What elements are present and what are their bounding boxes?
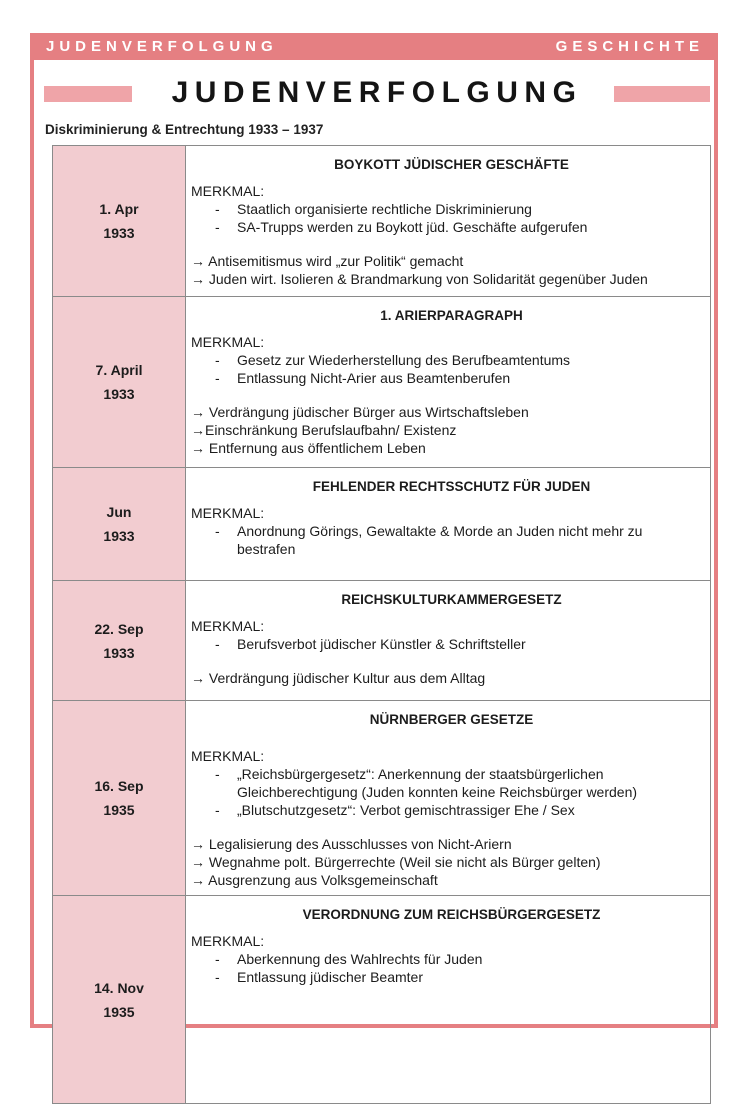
date-year: 1933	[103, 225, 135, 241]
date-cell	[53, 581, 186, 700]
bullet-item	[191, 218, 702, 236]
consequence-line: → Verdrängung jüdischer Kultur aus dem Alltag	[191, 670, 486, 686]
date-day: 1. Apr	[99, 201, 139, 217]
content-cell	[186, 896, 710, 1103]
page-subtitle: Diskriminierung & Entrechtung 1933 – 1937	[45, 122, 324, 137]
bullet-text: Staatlich organisierte rechtliche Diskriminierung	[237, 201, 532, 217]
date-day: 16. Sep	[94, 778, 144, 794]
date-year: 1935	[103, 802, 135, 818]
spacer	[191, 653, 702, 669]
event-heading: 1. ARIERPARAGRAPH	[380, 308, 523, 323]
bullet-dash: -	[215, 370, 220, 386]
header-subject: GESCHICHTE	[555, 38, 704, 55]
merkmal-label: MERKMAL:	[191, 748, 265, 764]
bullet-item	[191, 200, 702, 218]
consequence-line: →Einschränkung Berufslaufbahn/ Existenz	[191, 422, 457, 438]
page-header	[30, 33, 718, 60]
content-cell	[186, 146, 710, 296]
bullet-text: Anordnung Görings, Gewaltakte & Morde an Juden nicht mehr zu bestrafen	[237, 523, 643, 557]
bullet-item	[191, 968, 702, 986]
content-cell	[186, 701, 710, 895]
table-row	[53, 700, 710, 895]
bullet-item	[191, 765, 702, 801]
merkmal-label: MERKMAL:	[191, 933, 265, 949]
date-cell	[53, 468, 186, 580]
date-year: 1935	[103, 1003, 135, 1020]
spacer	[191, 737, 702, 747]
date-year: 1933	[103, 528, 135, 544]
spacer	[191, 387, 702, 403]
consequence-line: → Ausgrenzung aus Volksgemeinschaft	[191, 872, 438, 888]
date-cell	[53, 146, 186, 296]
bullet-text: Gesetz zur Wiederherstellung des Berufbeamtentums	[237, 352, 571, 368]
bullet-item	[191, 522, 702, 558]
date-cell	[53, 297, 186, 467]
header-topic: JUDENVERFOLGUNG	[46, 38, 278, 55]
bullet-dash: -	[215, 802, 220, 818]
bullet-item	[191, 801, 702, 819]
consequence-line: → Legalisierung des Ausschlusses von Nicht-Ariern	[191, 836, 512, 852]
date-cell	[53, 896, 186, 1103]
bullet-item	[191, 950, 702, 968]
bullet-dash: -	[215, 219, 220, 235]
bullet-dash: -	[215, 766, 220, 782]
merkmal-label: MERKMAL:	[191, 183, 265, 199]
consequence-line: → Antisemitismus wird „zur Politik“ gemacht	[191, 253, 464, 269]
bullet-text: „Blutschutzgesetz“: Verbot gemischtrassiger Ehe / Sex	[237, 802, 575, 818]
content-cell	[186, 468, 710, 580]
table-row	[53, 146, 710, 296]
bullet-dash: -	[215, 352, 220, 368]
merkmal-label: MERKMAL:	[191, 618, 265, 634]
bullet-text: Berufsverbot jüdischer Künstler & Schriftsteller	[237, 636, 526, 652]
bullet-text: SA-Trupps werden zu Boykott jüd. Geschäfte aufgerufen	[237, 219, 588, 235]
merkmal-label: MERKMAL:	[191, 505, 265, 521]
bullet-dash: -	[215, 969, 220, 985]
title-decor-right	[614, 86, 710, 102]
table-row	[53, 467, 710, 580]
event-heading: BOYKOTT JÜDISCHER GESCHÄFTE	[334, 157, 569, 172]
bullet-dash: -	[215, 636, 220, 652]
spacer	[191, 819, 702, 835]
bullet-item	[191, 635, 702, 653]
consequence-line: → Juden wirt. Isolieren & Brandmarkung von Solidarität gegenüber Juden	[191, 271, 648, 287]
bullet-text: Entlassung jüdischer Beamter	[237, 969, 423, 985]
date-day: 14. Nov	[94, 979, 144, 996]
consequence-line: → Verdrängung jüdischer Bürger aus Wirtschaftsleben	[191, 404, 529, 420]
consequence-line: → Wegnahme polt. Bürgerrechte (Weil sie nicht als Bürger gelten)	[191, 854, 601, 870]
bullet-item	[191, 369, 702, 387]
bullet-text: Aberkennung des Wahlrechts für Juden	[237, 951, 483, 967]
table-row	[53, 895, 710, 1103]
page-title: JUDENVERFOLGUNG	[171, 76, 583, 109]
date-day: 7. April	[95, 362, 143, 378]
event-heading: REICHSKULTURKAMMERGESETZ	[341, 592, 562, 607]
merkmal-label: MERKMAL:	[191, 334, 265, 350]
spacer	[191, 236, 702, 252]
bullet-item	[191, 351, 702, 369]
bullet-text: Entlassung Nicht-Arier aus Beamtenberufen	[237, 370, 511, 386]
consequence-line: → Entfernung aus öffentlichem Leben	[191, 440, 426, 456]
date-day: 22. Sep	[94, 620, 144, 637]
bullet-text: „Reichsbürgergesetz“: Anerkennung der staatsbürgerlichen Gleichberechtigung (Juden konnten keine Reichsbürger werden)	[237, 766, 638, 800]
event-heading: NÜRNBERGER GESETZE	[369, 712, 534, 727]
event-heading: VERORDNUNG ZUM REICHSBÜRGERGESETZ	[302, 907, 601, 922]
table-row	[53, 296, 710, 467]
content-cell	[186, 581, 710, 700]
event-heading: FEHLENDER RECHTSSCHUTZ FÜR JUDEN	[312, 479, 591, 494]
bullet-dash: -	[215, 523, 220, 539]
content-cell	[186, 297, 710, 467]
date-year: 1933	[103, 644, 135, 661]
date-cell	[53, 701, 186, 895]
bullet-dash: -	[215, 201, 220, 217]
date-year: 1933	[103, 386, 135, 402]
title-row	[44, 76, 710, 116]
table-row	[53, 580, 710, 700]
bullet-dash: -	[215, 951, 220, 967]
date-day: Jun	[106, 504, 132, 520]
timeline-table	[52, 145, 711, 1104]
